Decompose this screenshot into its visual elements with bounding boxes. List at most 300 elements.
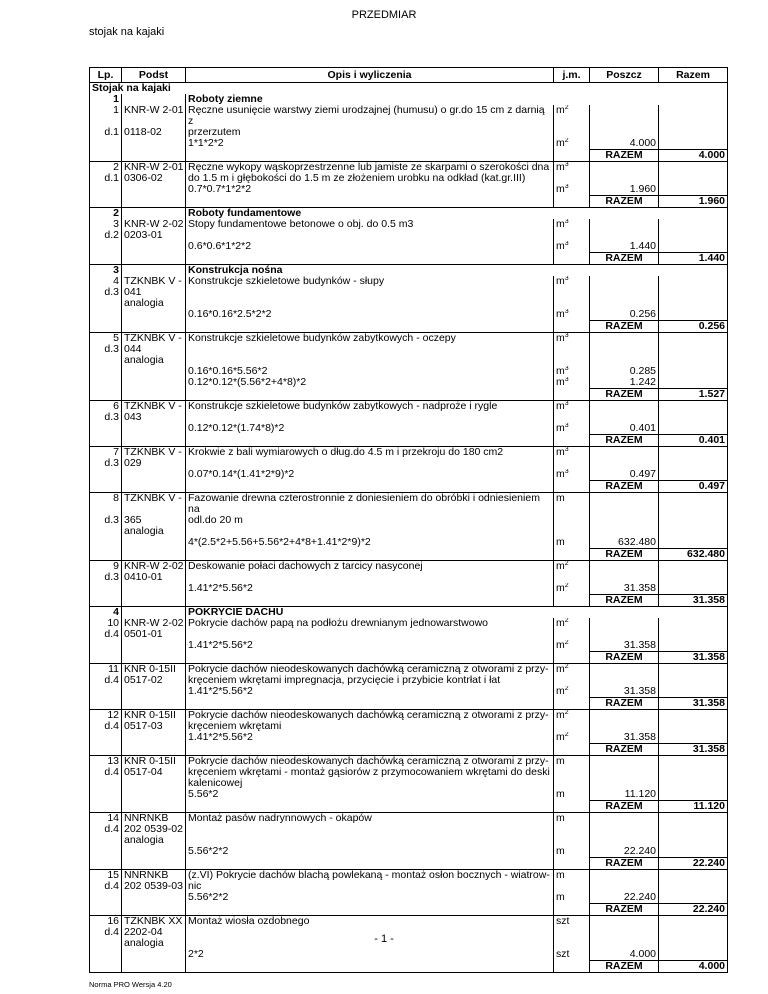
item-description: Pokrycie dachów nieodeskowanych dachówką ceramiczną z otworami z przy- (186, 710, 554, 722)
razem-value: 632.480 (659, 549, 728, 561)
item-unit: m (554, 756, 590, 768)
item-description: kręceniem wkrętami (186, 721, 554, 732)
item-unit (554, 127, 590, 138)
item-quantity (590, 561, 659, 573)
cell-empty (186, 253, 554, 265)
cell-empty (122, 321, 186, 333)
item-description (186, 355, 554, 366)
item-description: 0.12*0.12*(5.56*2+4*8)*2 (186, 377, 554, 389)
razem-label: RAZEM (590, 961, 659, 973)
item-razem-empty (659, 572, 728, 583)
item-quantity (590, 881, 659, 892)
item-quantity (590, 162, 659, 174)
cell-empty (90, 389, 122, 401)
item-quantity (590, 515, 659, 526)
cell-empty (186, 698, 554, 710)
item-continuation-row (90, 173, 728, 184)
item-unit: m (554, 870, 590, 882)
cell-empty (554, 904, 590, 916)
razem-value: 0.256 (659, 321, 728, 333)
cell-empty (186, 481, 554, 493)
item-unit (554, 721, 590, 732)
item-lp: d.4 (90, 927, 122, 938)
item-description (186, 572, 554, 583)
cell-empty (122, 744, 186, 756)
item-row (90, 162, 728, 174)
cell-empty (122, 435, 186, 447)
item-description: kręceniem wkrętami impregnacja, przycięcie i przybicie kontrłat i łat (186, 675, 554, 686)
item-description: Montaż pasów nadrynnowych - okapów (186, 813, 554, 825)
item-quantity (590, 105, 659, 127)
item-row (90, 664, 728, 676)
razem-value: 4.000 (659, 150, 728, 162)
cell-empty (122, 549, 186, 561)
calc-row (90, 309, 728, 321)
item-unit (554, 629, 590, 640)
item-lp: 10 (90, 618, 122, 629)
item-continuation-row (90, 230, 728, 241)
item-quantity: 4.000 (590, 949, 659, 961)
item-continuation-row (90, 287, 728, 298)
item-lp (90, 583, 122, 595)
item-description: 4*(2.5*2+5.56+5.56*2+4*8+1.41*2*9)*2 (186, 537, 554, 549)
item-podstawa (122, 366, 186, 377)
item-lp: 4 (90, 276, 122, 287)
cell-empty (90, 652, 122, 664)
item-lp: 6 (90, 401, 122, 413)
item-row (90, 710, 728, 722)
item-lp (90, 184, 122, 196)
item-unit (554, 173, 590, 184)
item-razem-empty (659, 789, 728, 801)
item-row (90, 276, 728, 287)
item-lp: 1 (90, 105, 122, 127)
item-description: Konstrukcje szkieletowe budynków zabytkowych - nadproże i rygle (186, 401, 554, 413)
item-podstawa: 0203-01 (122, 230, 186, 241)
razem-label: RAZEM (590, 481, 659, 493)
item-razem-empty (659, 333, 728, 345)
item-razem-empty (659, 458, 728, 469)
cell-empty (122, 94, 186, 105)
item-podstawa (122, 469, 186, 481)
calc-row (90, 138, 728, 150)
item-quantity: 632.480 (590, 537, 659, 549)
group-row (90, 83, 728, 95)
item-podstawa (122, 309, 186, 321)
item-lp (90, 298, 122, 309)
razem-value: 31.358 (659, 595, 728, 607)
item-description: Fazowanie drewna czterostronnie z doniesieniem do obróbki i odniesieniem na (186, 493, 554, 516)
item-unit (554, 344, 590, 355)
item-quantity (590, 344, 659, 355)
razem-row (90, 196, 728, 208)
item-podstawa: TZKNBK V - (122, 447, 186, 459)
item-razem-empty (659, 892, 728, 904)
item-unit: $m^3$ (554, 366, 590, 377)
item-razem-empty (659, 412, 728, 423)
item-quantity (590, 333, 659, 345)
item-podstawa (122, 640, 186, 652)
razem-row (90, 904, 728, 916)
item-quantity (590, 493, 659, 516)
cell-empty (186, 435, 554, 447)
item-description (186, 287, 554, 298)
item-lp: 16 (90, 916, 122, 928)
item-unit: $m^3$ (554, 309, 590, 321)
item-razem-empty (659, 835, 728, 846)
item-podstawa (122, 732, 186, 744)
razem-value: 1.527 (659, 389, 728, 401)
item-podstawa: KNR-W 2-01 (122, 162, 186, 174)
page-number: - 1 - (374, 933, 394, 945)
item-unit: $m^2$ (554, 664, 590, 676)
item-description: Ręczne usunięcie warstwy ziemi urodzajnej (humusu) o gr.do 15 cm z darnią z (186, 105, 554, 127)
item-razem-empty (659, 241, 728, 253)
calc-row (90, 537, 728, 549)
cell-empty (186, 858, 554, 870)
item-continuation-row (90, 526, 728, 537)
razem-value: 0.497 (659, 481, 728, 493)
razem-row (90, 150, 728, 162)
razem-label: RAZEM (590, 858, 659, 870)
item-lp: 15 (90, 870, 122, 882)
item-podstawa (122, 537, 186, 549)
item-lp (90, 526, 122, 537)
cell-empty (122, 961, 186, 973)
item-continuation-row (90, 675, 728, 686)
cell-empty (554, 389, 590, 401)
item-razem-empty (659, 184, 728, 196)
item-continuation-row (90, 515, 728, 526)
item-quantity (590, 710, 659, 722)
item-lp (90, 366, 122, 377)
cell-empty (554, 435, 590, 447)
item-row (90, 870, 728, 882)
item-continuation-row (90, 344, 728, 355)
item-lp: d.4 (90, 824, 122, 835)
cell-empty (554, 150, 590, 162)
calc-row (90, 686, 728, 698)
item-quantity (590, 870, 659, 882)
cell-empty (90, 253, 122, 265)
section-row (90, 265, 728, 277)
item-lp (90, 835, 122, 846)
item-razem-empty (659, 846, 728, 858)
item-unit (554, 287, 590, 298)
item-row (90, 813, 728, 825)
item-quantity: 1.960 (590, 184, 659, 196)
item-unit (554, 458, 590, 469)
item-description (186, 298, 554, 309)
razem-label: RAZEM (590, 321, 659, 333)
item-razem-empty (659, 493, 728, 516)
razem-value: 11.120 (659, 801, 728, 813)
razem-row (90, 321, 728, 333)
section-number: 4 (90, 607, 122, 619)
item-description: Krokwie z bali wymiarowych o dług.do 4.5 m i przekroju do 180 cm2 (186, 447, 554, 459)
razem-label: RAZEM (590, 196, 659, 208)
cell-empty (90, 744, 122, 756)
item-razem-empty (659, 173, 728, 184)
cell-empty (122, 607, 186, 619)
item-lp: 2 (90, 162, 122, 174)
item-quantity (590, 618, 659, 629)
item-lp: d.3 (90, 515, 122, 526)
cell-empty (186, 652, 554, 664)
item-razem-empty (659, 916, 728, 928)
cell-empty (90, 150, 122, 162)
item-description: 5.56*2*2 (186, 846, 554, 858)
cell-empty (186, 595, 554, 607)
item-description: 1.41*2*5.56*2 (186, 640, 554, 652)
calc-row (90, 892, 728, 904)
item-lp: 12 (90, 710, 122, 722)
item-podstawa: 365 (122, 515, 186, 526)
col-opis: Opis i wyliczenia (186, 68, 554, 83)
cell-empty (122, 698, 186, 710)
cell-empty (186, 801, 554, 813)
item-quantity (590, 629, 659, 640)
item-continuation-row (90, 824, 728, 835)
item-lp (90, 423, 122, 435)
item-unit: $m^2$ (554, 686, 590, 698)
item-quantity: 0.401 (590, 423, 659, 435)
cell-empty (90, 801, 122, 813)
item-podstawa (122, 377, 186, 389)
item-quantity (590, 756, 659, 768)
item-lp: d.4 (90, 721, 122, 732)
item-lp (90, 377, 122, 389)
item-unit (554, 230, 590, 241)
item-quantity (590, 526, 659, 537)
item-continuation-row (90, 835, 728, 846)
item-unit: $m^3$ (554, 276, 590, 287)
item-description (186, 458, 554, 469)
item-continuation-row (90, 572, 728, 583)
col-lp: Lp. (90, 68, 122, 83)
razem-row (90, 652, 728, 664)
item-podstawa: 0501-01 (122, 629, 186, 640)
item-podstawa: KNR-W 2-02 (122, 561, 186, 573)
item-unit (554, 881, 590, 892)
item-razem-empty (659, 423, 728, 435)
item-description: 5.56*2*2 (186, 892, 554, 904)
calc-row (90, 732, 728, 744)
col-poszcz: Poszcz (590, 68, 659, 83)
razem-row (90, 389, 728, 401)
item-unit: m (554, 813, 590, 825)
item-unit: szt (554, 949, 590, 961)
table-header-row (90, 68, 728, 83)
item-podstawa: analogia (122, 835, 186, 846)
item-lp: d.3 (90, 572, 122, 583)
item-podstawa (122, 789, 186, 801)
item-description: 0.16*0.16*2.5*2*2 (186, 309, 554, 321)
cell-empty (554, 321, 590, 333)
calc-row (90, 583, 728, 595)
item-podstawa: analogia (122, 355, 186, 366)
cell-empty (554, 744, 590, 756)
item-unit: $m^2$ (554, 561, 590, 573)
cell-empty (186, 744, 554, 756)
item-quantity: 31.358 (590, 640, 659, 652)
item-description: 0.6*0.6*1*2*2 (186, 241, 554, 253)
item-podstawa: 0517-04 (122, 767, 186, 778)
cell-empty (90, 435, 122, 447)
cell-empty (186, 321, 554, 333)
item-description: 5.56*2 (186, 789, 554, 801)
item-quantity: 0.256 (590, 309, 659, 321)
item-quantity: 22.240 (590, 892, 659, 904)
item-lp (90, 778, 122, 789)
item-description: 0.7*0.7*1*2*2 (186, 184, 554, 196)
item-podstawa: 2202-04 (122, 927, 186, 938)
item-description: Pokrycie dachów nieodeskowanych dachówką ceramiczną z otworami z przy- (186, 664, 554, 676)
cell-empty (554, 549, 590, 561)
razem-row (90, 481, 728, 493)
item-description: (z.VI) Pokrycie dachów blachą powlekaną - montaż osłon bocznych - wiatrow- (186, 870, 554, 882)
item-razem-empty (659, 309, 728, 321)
item-razem-empty (659, 732, 728, 744)
project-name: stojak na kajaki (89, 26, 165, 38)
item-lp: 13 (90, 756, 122, 768)
item-lp: 3 (90, 219, 122, 230)
item-razem-empty (659, 664, 728, 676)
item-unit: $m^2$ (554, 640, 590, 652)
item-description: 1.41*2*5.56*2 (186, 732, 554, 744)
item-row (90, 561, 728, 573)
item-unit (554, 675, 590, 686)
item-description: kalenicowej (186, 778, 554, 789)
cell-empty (122, 904, 186, 916)
item-description (186, 629, 554, 640)
razem-value: 1.440 (659, 253, 728, 265)
item-quantity (590, 572, 659, 583)
calc-row (90, 377, 728, 389)
item-unit (554, 824, 590, 835)
item-row (90, 618, 728, 629)
section-row (90, 607, 728, 619)
item-row (90, 756, 728, 768)
item-quantity (590, 127, 659, 138)
item-podstawa: 0410-01 (122, 572, 186, 583)
item-row (90, 219, 728, 230)
item-unit: $m^3$ (554, 447, 590, 459)
item-lp: 8 (90, 493, 122, 516)
razem-label: RAZEM (590, 744, 659, 756)
item-podstawa (122, 686, 186, 698)
section-row (90, 208, 728, 220)
item-unit (554, 778, 590, 789)
cell-empty (122, 858, 186, 870)
item-continuation-row (90, 298, 728, 309)
cell-empty (186, 904, 554, 916)
item-lp (90, 949, 122, 961)
item-row (90, 447, 728, 459)
item-lp: d.3 (90, 458, 122, 469)
item-quantity: 0.285 (590, 366, 659, 377)
przedmiar-table (89, 67, 728, 973)
item-razem-empty (659, 561, 728, 573)
item-razem-empty (659, 710, 728, 722)
item-podstawa: KNR-W 2-01 (122, 105, 186, 127)
item-razem-empty (659, 778, 728, 789)
item-quantity (590, 276, 659, 287)
item-razem-empty (659, 401, 728, 413)
item-quantity: 11.120 (590, 789, 659, 801)
item-unit: $m^3$ (554, 219, 590, 230)
cell-empty (122, 652, 186, 664)
item-quantity (590, 458, 659, 469)
razem-label: RAZEM (590, 595, 659, 607)
item-podstawa: KNR 0-15II (122, 664, 186, 676)
item-lp: 9 (90, 561, 122, 573)
calc-row (90, 846, 728, 858)
item-lp (90, 732, 122, 744)
item-podstawa: NNRNKB (122, 813, 186, 825)
section-number: 2 (90, 208, 122, 220)
section-title: Roboty fundamentowe (186, 208, 728, 220)
item-razem-empty (659, 105, 728, 127)
item-razem-empty (659, 298, 728, 309)
cell-empty (122, 481, 186, 493)
cell-empty (186, 196, 554, 208)
razem-label: RAZEM (590, 435, 659, 447)
item-lp (90, 138, 122, 150)
item-lp: d.4 (90, 881, 122, 892)
item-razem-empty (659, 767, 728, 778)
item-quantity: 4.000 (590, 138, 659, 150)
item-description: do 1.5 m i głębokości do 1.5 m ze złożeniem urobku na odkład (kat.gr.III) (186, 173, 554, 184)
item-podstawa: 202 0539-03 (122, 881, 186, 892)
cell-empty (554, 481, 590, 493)
razem-value: 22.240 (659, 904, 728, 916)
razem-row (90, 961, 728, 973)
item-quantity (590, 721, 659, 732)
item-lp (90, 309, 122, 321)
item-razem-empty (659, 127, 728, 138)
item-razem-empty (659, 344, 728, 355)
item-quantity (590, 675, 659, 686)
software-version: Norma PRO Wersja 4.20 (89, 980, 172, 989)
item-continuation-row (90, 458, 728, 469)
section-number: 1 (90, 94, 122, 105)
item-unit (554, 298, 590, 309)
razem-row (90, 744, 728, 756)
item-razem-empty (659, 366, 728, 377)
item-podstawa (122, 846, 186, 858)
item-unit: $m^2$ (554, 105, 590, 127)
razem-label: RAZEM (590, 652, 659, 664)
item-unit: $m^3$ (554, 469, 590, 481)
item-razem-empty (659, 515, 728, 526)
item-quantity (590, 287, 659, 298)
item-unit: m (554, 846, 590, 858)
item-unit (554, 526, 590, 537)
razem-label: RAZEM (590, 253, 659, 265)
cell-empty (186, 389, 554, 401)
section-title: Konstrukcja nośna (186, 265, 728, 277)
cell-empty (554, 961, 590, 973)
item-quantity: 31.358 (590, 583, 659, 595)
item-lp: d.2 (90, 230, 122, 241)
item-unit: m (554, 537, 590, 549)
calc-row (90, 789, 728, 801)
item-unit: $m^3$ (554, 162, 590, 174)
cell-empty (90, 196, 122, 208)
group-title: Stojak na kajaki (90, 83, 728, 95)
razem-label: RAZEM (590, 801, 659, 813)
